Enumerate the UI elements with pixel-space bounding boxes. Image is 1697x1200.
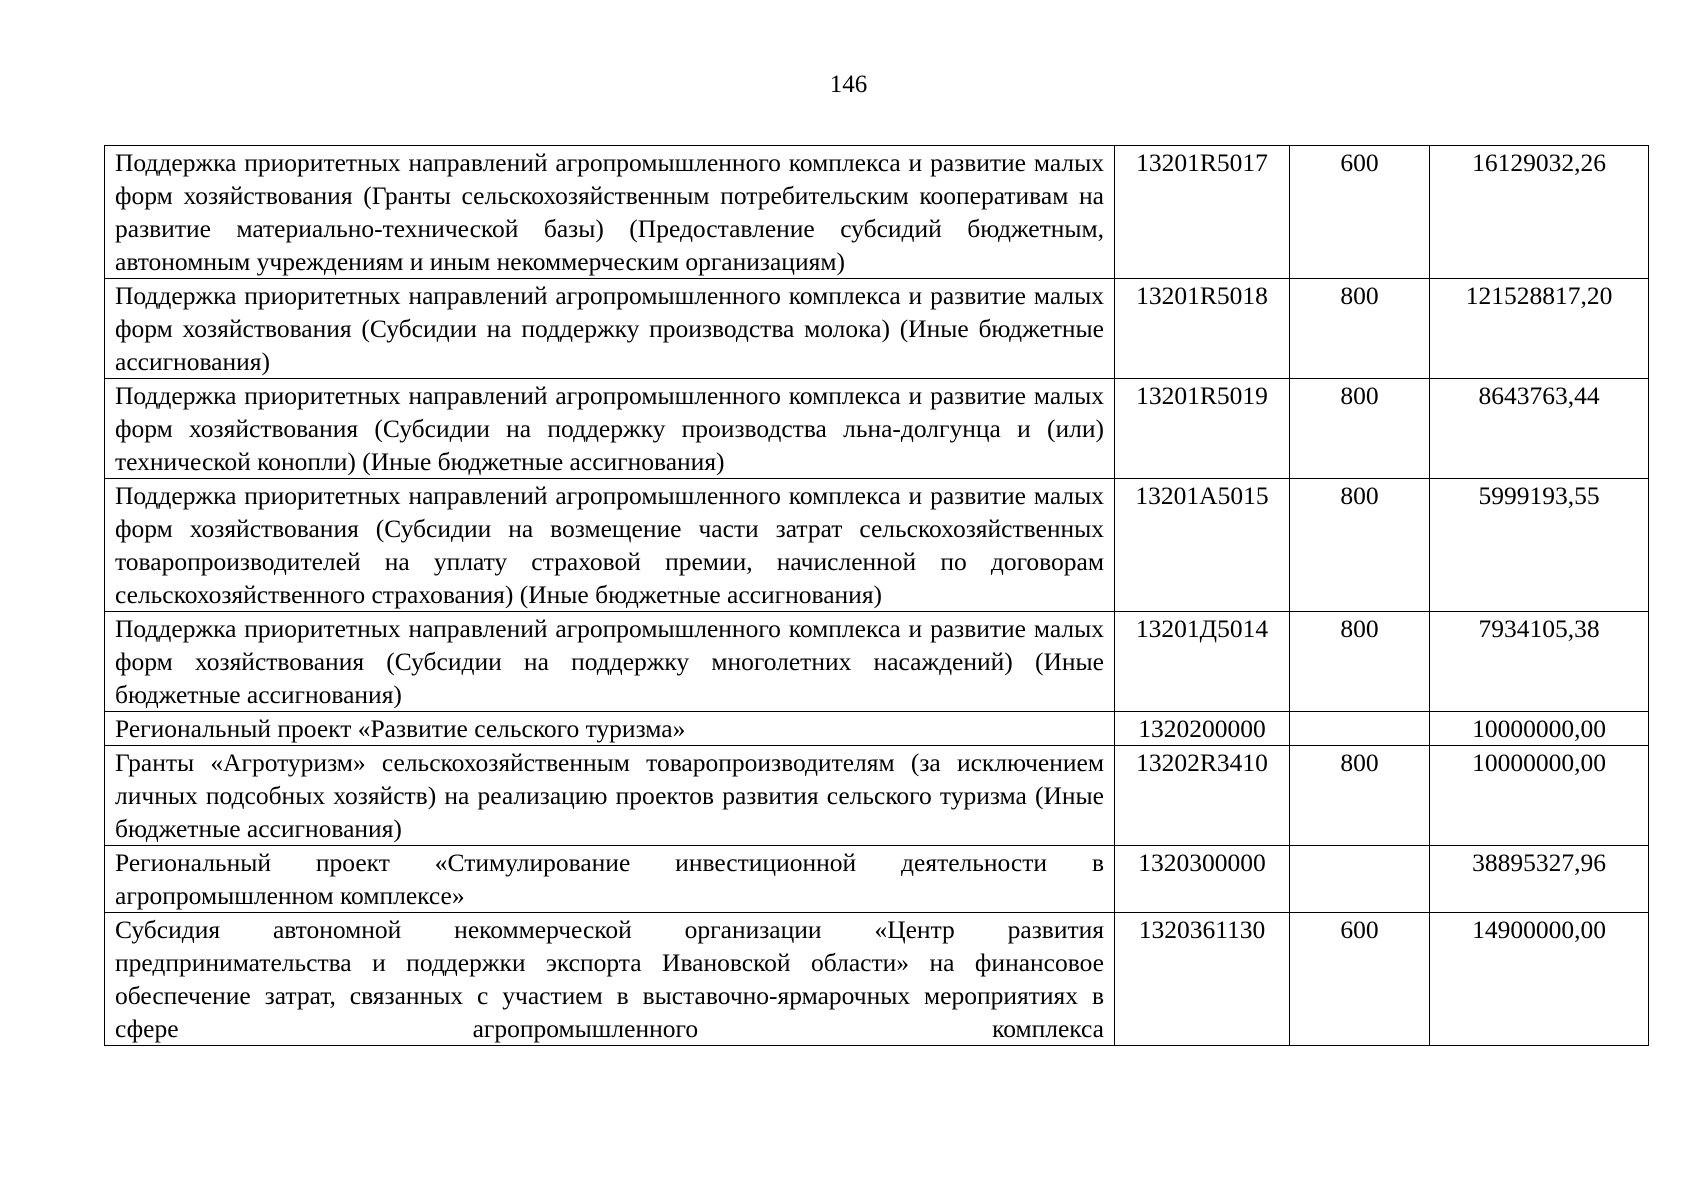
row-expense-type: 600: [1290, 913, 1430, 1046]
row-expense-type: 800: [1290, 479, 1430, 612]
table-row: [105, 479, 1649, 612]
row-target-code: 1320200000: [1115, 712, 1290, 746]
table-row: [105, 612, 1649, 712]
row-amount: 5999193,55: [1430, 479, 1649, 612]
row-target-code: 1320361130: [1115, 913, 1290, 1046]
row-description: Поддержка приоритетных направлений агропромышленного комплекса и развитие малых форм хозяйствования (Субсидии на поддержку производства молока) (Иные бюджетные ассигнования): [105, 279, 1115, 379]
table-row: [105, 846, 1649, 913]
row-target-code: 13201R5017: [1115, 146, 1290, 279]
row-target-code: 13201R5018: [1115, 279, 1290, 379]
row-target-code: 13202R3410: [1115, 746, 1290, 846]
table-row: [105, 712, 1649, 746]
row-amount: 10000000,00: [1430, 746, 1649, 846]
row-amount: 121528817,20: [1430, 279, 1649, 379]
row-expense-type: 800: [1290, 279, 1430, 379]
row-amount: 8643763,44: [1430, 379, 1649, 479]
row-expense-type: 600: [1290, 146, 1430, 279]
row-description: Региональный проект «Стимулирование инвестиционной деятельности в агропромышленном комплексе»: [105, 846, 1115, 913]
row-expense-type: 800: [1290, 379, 1430, 479]
table-row: [105, 379, 1649, 479]
row-amount: 16129032,26: [1430, 146, 1649, 279]
row-expense-type: [1290, 846, 1430, 913]
table-row: [105, 746, 1649, 846]
row-expense-type: 800: [1290, 612, 1430, 712]
table-row: [105, 913, 1649, 1046]
row-description: Региональный проект «Развитие сельского туризма»: [105, 712, 1115, 746]
row-target-code: 13201Д5014: [1115, 612, 1290, 712]
row-expense-type: 800: [1290, 746, 1430, 846]
row-target-code: 13201А5015: [1115, 479, 1290, 612]
row-description: Поддержка приоритетных направлений агропромышленного комплекса и развитие малых форм хозяйствования (Субсидии на поддержку производства льна-долгунца и (или) технической конопли) (Иные бюджетные ассигнования): [105, 379, 1115, 479]
row-amount: 38895327,96: [1430, 846, 1649, 913]
row-description: Поддержка приоритетных направлений агропромышленного комплекса и развитие малых форм хозяйствования (Гранты сельскохозяйственным потребительским кооперативам на развитие материально-технической базы) (Предоставление субсидий бюджетным, автономным учреждениям и иным некоммерческим организациям): [105, 146, 1115, 279]
row-amount: 7934105,38: [1430, 612, 1649, 712]
row-description: Гранты «Агротуризм» сельскохозяйственным товаропроизводителям (за исключением личных подсобных хозяйств) на реализацию проектов развития сельского туризма (Иные бюджетные ассигнования): [105, 746, 1115, 846]
table-row: [105, 146, 1649, 279]
row-target-code: 1320300000: [1115, 846, 1290, 913]
row-expense-type: [1290, 712, 1430, 746]
row-description: Субсидия автономной некоммерческой организации «Центр развития предпринимательства и поддержки экспорта Ивановской области» на финансовое обеспечение затрат, связанных с участием в выставочно-ярмарочных мероприятиях в сфере агропромышленного комплекса: [105, 913, 1115, 1046]
row-description: Поддержка приоритетных направлений агропромышленного комплекса и развитие малых форм хозяйствования (Субсидии на поддержку многолетних насаждений) (Иные бюджетные ассигнования): [105, 612, 1115, 712]
table-row: [105, 279, 1649, 379]
row-amount: 10000000,00: [1430, 712, 1649, 746]
row-target-code: 13201R5019: [1115, 379, 1290, 479]
row-amount: 14900000,00: [1430, 913, 1649, 1046]
page-number: 146: [829, 71, 868, 98]
row-description: Поддержка приоритетных направлений агропромышленного комплекса и развитие малых форм хозяйствования (Субсидии на возмещение части затрат сельскохозяйственных товаропроизводителей на уплату страховой премии, начисленной по договорам сельскохозяйственного страхования) (Иные бюджетные ассигнования): [105, 479, 1115, 612]
budget-table: [104, 145, 1649, 1046]
